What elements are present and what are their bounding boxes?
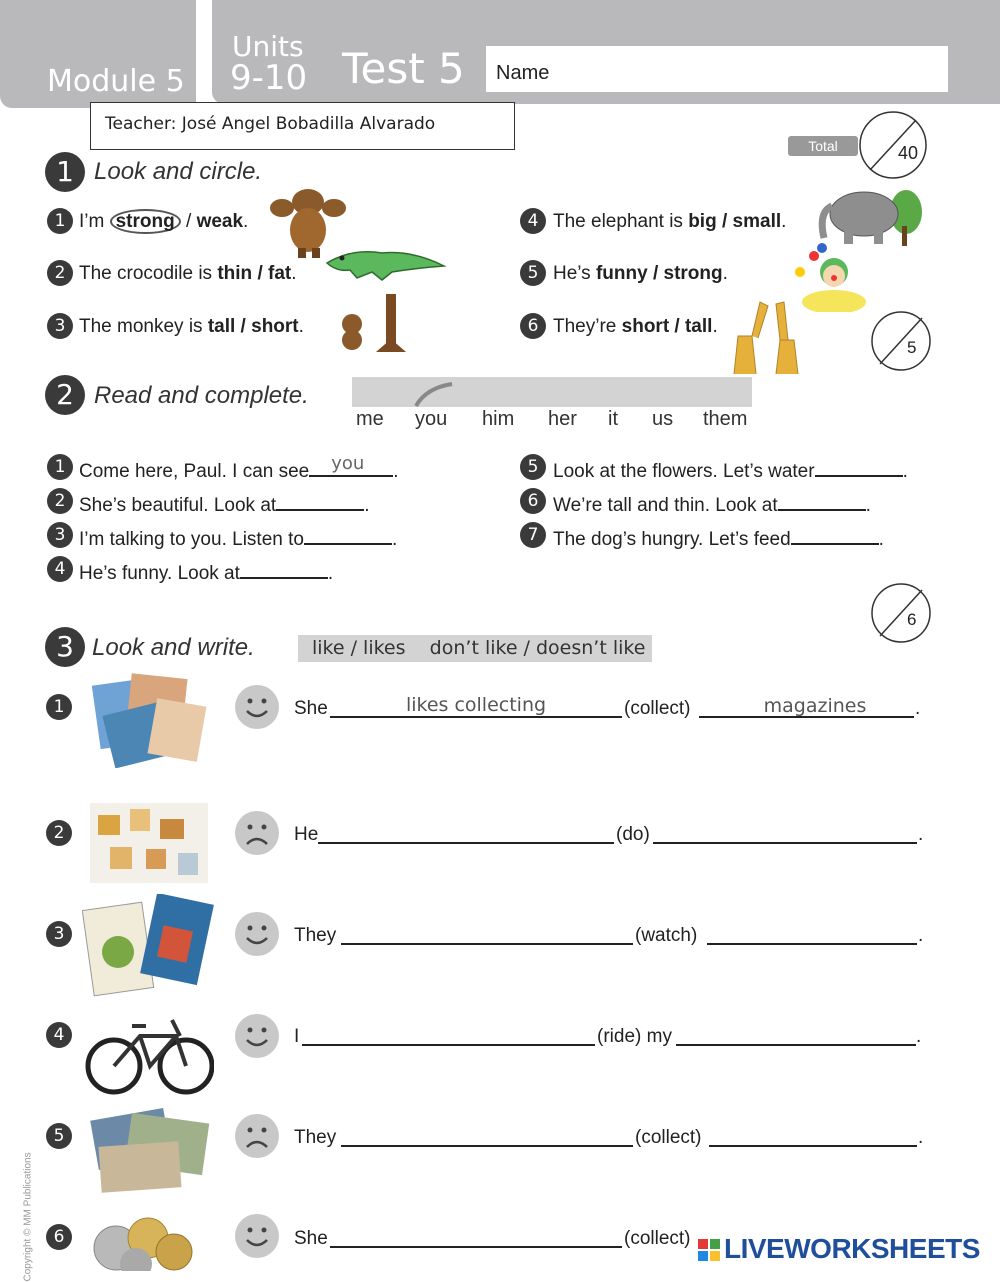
s3-verb-2: (do) <box>616 824 650 845</box>
s3-item-number: 1 <box>46 694 72 720</box>
s1-option-weak[interactable]: weak <box>196 211 244 232</box>
word-bank-us: us <box>652 408 674 430</box>
section1-title: Look and circle. <box>94 158 263 185</box>
sad-face-icon <box>235 811 279 855</box>
s3-answer-1a: likes collecting <box>405 694 547 716</box>
s1-item-5: He’s funny / strong. <box>553 263 728 284</box>
total-badge: Total <box>788 136 858 156</box>
s1-item-6: They’re short / tall. <box>553 316 718 337</box>
s3-blank-4a[interactable] <box>302 1044 595 1046</box>
elephant-illustration <box>814 182 924 248</box>
s1-option-big[interactable]: big <box>688 211 717 232</box>
s3-verb-1: (collect) <box>624 698 691 719</box>
s3-period: . <box>918 1127 924 1148</box>
s3-blank-3b[interactable] <box>707 943 917 945</box>
s2-answer-1[interactable]: you <box>309 457 393 477</box>
copyright-note: Copyright © MM Publications <box>22 1152 34 1282</box>
s3-subject-5: They <box>294 1127 337 1148</box>
s2-answer-7[interactable] <box>791 525 879 545</box>
section2-score-slash-icon <box>870 582 932 644</box>
teacher-box <box>90 102 515 150</box>
s3-blank-2a[interactable] <box>318 842 614 844</box>
s1-option-strong-2[interactable]: strong <box>663 263 723 284</box>
s3-period: . <box>918 824 924 845</box>
section3-options: like / likes don’t like / doesn’t like <box>298 635 652 662</box>
s1-option-tall[interactable]: tall <box>207 316 236 337</box>
s3-blank-2b[interactable] <box>653 842 917 844</box>
section3-title: Look and write. <box>92 634 255 661</box>
s3-item-number: 4 <box>46 1022 72 1048</box>
s1-option-tall-2[interactable]: tall <box>684 316 713 337</box>
s3-subject-6: She <box>294 1228 328 1249</box>
liveworksheets-logo-icon <box>698 1237 722 1261</box>
s3-subject-2: He <box>294 824 319 845</box>
module-label: Module 5 <box>47 64 185 99</box>
puzzle-picture <box>90 803 208 883</box>
s3-item-number: 5 <box>46 1123 72 1149</box>
bicycle-picture <box>84 1000 214 1100</box>
s3-period: . <box>918 925 924 946</box>
section2-title: Read and complete. <box>94 382 309 409</box>
s3-subject-4: I <box>294 1026 300 1047</box>
s3-item-number: 6 <box>46 1224 72 1250</box>
s1-item-number: 5 <box>520 260 546 286</box>
hand-mark-icon <box>410 380 460 410</box>
s3-answer-1b: magazines <box>763 695 867 717</box>
section1-score: 5 <box>907 338 917 357</box>
crocodile-illustration <box>322 238 448 288</box>
s3-subject-1: She <box>294 698 328 719</box>
sad-face-icon <box>235 1114 279 1158</box>
s2-item-number: 4 <box>47 556 73 582</box>
name-field[interactable] <box>486 46 948 92</box>
giraffes-illustration <box>724 296 820 376</box>
s1-item-1: I’m strong / weak. <box>79 211 249 232</box>
word-bank-him: him <box>482 408 515 430</box>
total-score: 40 <box>898 143 919 163</box>
s2-item-number: 3 <box>47 522 73 548</box>
dvd-covers-picture <box>82 894 214 1004</box>
s3-period: . <box>916 1026 922 1047</box>
liveworksheets-logo[interactable] <box>698 1232 980 1266</box>
s1-option-funny[interactable]: funny <box>595 263 648 284</box>
s2-item-4: He’s funny. Look at . <box>79 559 333 585</box>
coins-picture <box>86 1208 198 1271</box>
s2-item-6: We’re tall and thin. Look at . <box>553 491 871 517</box>
s2-item-5: Look at the flowers. Let’s water . <box>553 457 908 483</box>
section2-number: 2 <box>45 375 85 415</box>
s3-verb-5: (collect) <box>635 1127 702 1148</box>
s1-option-strong[interactable]: strong <box>110 209 181 234</box>
s1-option-short[interactable]: short <box>251 316 299 337</box>
s3-verb-6: (collect) <box>624 1228 691 1249</box>
s2-item-number: 7 <box>520 522 546 548</box>
s1-option-fat[interactable]: fat <box>268 263 292 284</box>
s2-item-7: The dog’s hungry. Let’s feed . <box>553 525 884 551</box>
name-label: Name <box>496 62 550 84</box>
s2-item-number: 5 <box>520 454 546 480</box>
section2-score: 6 <box>907 610 917 629</box>
s2-item-number: 6 <box>520 488 546 514</box>
s1-item-3: The monkey is tall / short. <box>79 316 304 337</box>
s2-item-3: I’m talking to you. Listen to . <box>79 525 397 551</box>
s3-blank-5b[interactable] <box>709 1145 917 1147</box>
s1-item-number: 3 <box>47 313 73 339</box>
s1-item-number: 4 <box>520 208 546 234</box>
magazines-picture <box>88 672 210 768</box>
monkey-tree-illustration <box>336 294 416 354</box>
happy-face-icon <box>235 685 279 729</box>
s1-item-number: 6 <box>520 313 546 339</box>
teacher-name: Teacher: José Angel Bobadilla Alvarado <box>105 114 436 134</box>
section1-number: 1 <box>45 152 85 192</box>
s1-item-number: 2 <box>47 260 73 286</box>
s2-answer-5[interactable] <box>815 457 903 477</box>
s3-blank-6a[interactable] <box>330 1246 622 1248</box>
s3-subject-3: They <box>294 925 337 946</box>
s3-verb-3: (watch) <box>635 925 698 946</box>
s1-item-4: The elephant is big / small. <box>553 211 787 232</box>
s2-item-number: 2 <box>47 488 73 514</box>
word-bank-her: her <box>548 408 577 430</box>
s1-item-2: The crocodile is thin / fat. <box>79 263 297 284</box>
s2-answer-3[interactable] <box>304 525 392 545</box>
liveworksheets-brand: LIVEWORKSHEETS <box>724 1233 980 1264</box>
s3-blank-5a[interactable] <box>341 1145 633 1147</box>
s3-blank-3a[interactable] <box>341 943 633 945</box>
word-bank-you: you <box>415 408 448 430</box>
happy-face-icon <box>235 912 279 956</box>
s1-item-number: 1 <box>47 208 73 234</box>
s3-item-number: 2 <box>46 820 72 846</box>
happy-face-icon <box>235 1214 279 1258</box>
s1-option-thin[interactable]: thin <box>217 263 253 284</box>
happy-face-icon <box>235 1014 279 1058</box>
section3-number: 3 <box>45 627 85 667</box>
s2-answer-4[interactable] <box>240 559 328 579</box>
s3-period: . <box>915 698 921 719</box>
s1-option-short-2[interactable]: short <box>621 316 670 337</box>
total-score-circle <box>858 110 928 180</box>
s3-blank-4b[interactable] <box>676 1044 916 1046</box>
test-title: Test 5 <box>342 44 465 93</box>
s2-answer-2[interactable] <box>276 491 364 511</box>
s3-blank-1a[interactable] <box>330 716 622 718</box>
postcards-picture <box>84 1104 216 1196</box>
s2-item-1: Come here, Paul. I can see you . <box>79 453 399 482</box>
s3-item-number: 3 <box>46 921 72 947</box>
word-bank-them: them <box>703 408 748 430</box>
section1-score-slash-icon <box>870 310 932 372</box>
s2-item-2: She’s beautiful. Look at . <box>79 491 369 517</box>
s3-verb-4: (ride) my <box>597 1026 672 1047</box>
units-label: Units <box>232 30 304 63</box>
word-bank-me: me <box>356 408 384 430</box>
s1-option-small[interactable]: small <box>732 211 782 232</box>
units-range: 9-10 <box>230 58 308 98</box>
s2-answer-6[interactable] <box>778 491 866 511</box>
s2-item-number: 1 <box>47 454 73 480</box>
word-bank-it: it <box>608 408 618 430</box>
